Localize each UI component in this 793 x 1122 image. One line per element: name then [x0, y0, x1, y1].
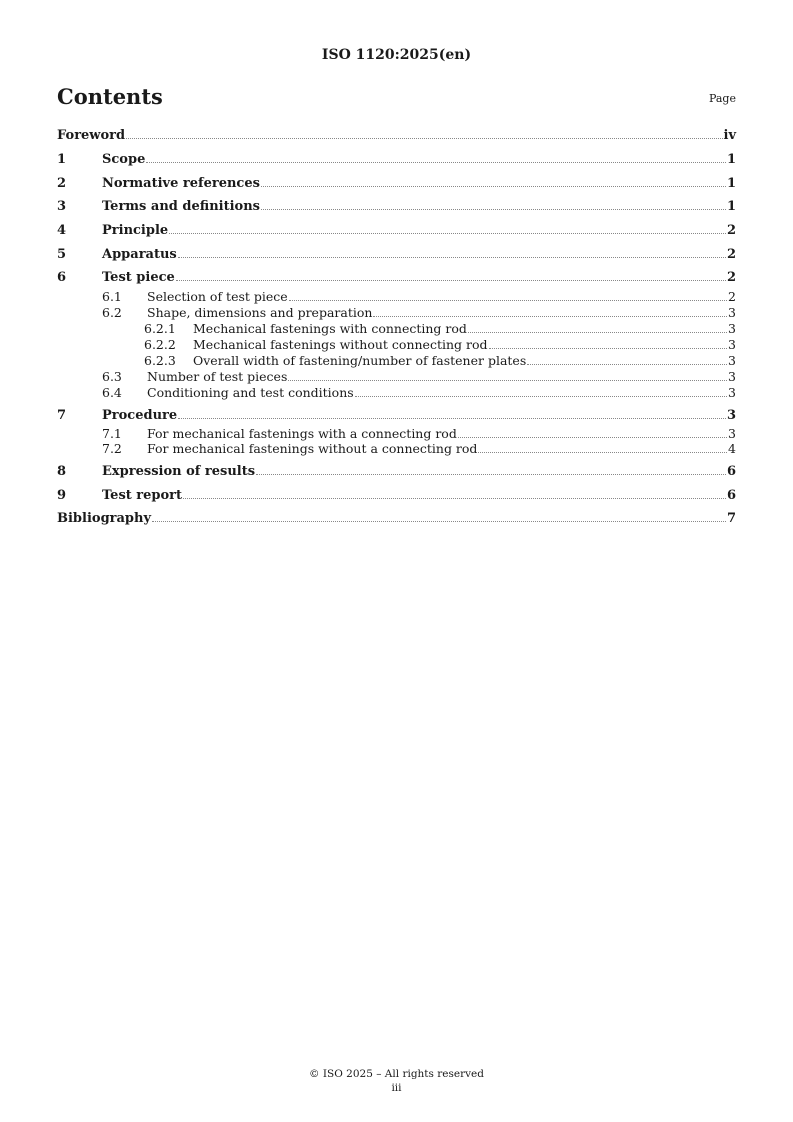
toc-entry-title: Principle [102, 223, 169, 238]
toc-entry-title: Mechanical fastenings with connecting rod [193, 321, 467, 336]
toc-entry-page: 3 [728, 321, 736, 336]
dot-leader [373, 316, 727, 317]
toc-entry-number: 6.3 [102, 369, 122, 384]
toc-entry-principle[interactable] [57, 223, 736, 238]
toc-entry-title: Procedure [102, 408, 178, 423]
toc-entry-number: 6.2.1 [144, 321, 176, 336]
toc-entry-7-1[interactable] [57, 426, 736, 441]
toc-entry-6-2-1[interactable] [57, 321, 736, 336]
document-header: ISO 1120:2025(en) [321, 47, 472, 63]
toc-entry-page: 6 [726, 488, 736, 503]
dot-leader [288, 380, 727, 381]
toc-entry-test-report[interactable] [57, 488, 736, 503]
toc-entry-number: 9 [57, 488, 67, 503]
toc-entry-title: For mechanical fastenings without a connecting rod [147, 441, 478, 456]
dot-leader [176, 280, 726, 281]
toc-entry-number: 8 [57, 464, 67, 479]
dot-leader [152, 521, 726, 522]
toc-entry-page: 4 [728, 441, 736, 456]
dot-leader [261, 209, 726, 210]
toc-entry-page: 7 [726, 511, 736, 526]
toc-entry-7-2[interactable] [57, 441, 736, 456]
toc-entry-test-piece[interactable] [57, 270, 736, 285]
toc-entry-title: Test report [102, 488, 183, 503]
toc-entry-title: Normative references [102, 176, 260, 191]
dot-leader [355, 396, 727, 397]
dot-leader [178, 418, 726, 419]
toc-entry-number: 5 [57, 247, 67, 262]
toc-entry-page: 1 [726, 176, 736, 191]
toc-entry-page: 6 [726, 464, 736, 479]
toc-entry-number: 7 [57, 408, 67, 423]
dot-leader [527, 364, 727, 365]
toc-entry-title: Number of test pieces [147, 369, 288, 384]
contents-title: Contents [57, 84, 163, 109]
dot-leader [183, 498, 726, 499]
toc-entry-number: 6.2.2 [144, 337, 176, 352]
page-number: iii [391, 1082, 402, 1094]
toc-entry-title: Shape, dimensions and preparation [147, 305, 373, 320]
toc-entry-number: 6.1 [102, 289, 122, 304]
toc-entry-title: Selection of test piece [147, 289, 288, 304]
toc-entry-apparatus[interactable] [57, 247, 736, 262]
toc-entry-page: 2 [726, 270, 736, 285]
toc-entry-title: Bibliography [57, 511, 152, 526]
toc-entry-number: 6 [57, 270, 67, 285]
toc-entry-title: Expression of results [102, 464, 256, 479]
page-footer [0, 1067, 793, 1095]
toc-entry-number: 7.1 [102, 426, 122, 441]
toc-entry-6-2[interactable] [57, 305, 736, 320]
toc-entry-number: 6.4 [102, 385, 122, 400]
toc-entry-number: 1 [57, 152, 67, 167]
dot-leader [169, 233, 726, 234]
toc-entry-page: 2 [726, 223, 736, 238]
toc-entry-number: 7.2 [102, 441, 122, 456]
toc-entry-bibliography[interactable] [57, 511, 736, 526]
toc-entry-6-1[interactable] [57, 289, 736, 304]
toc-entry-6-2-2[interactable] [57, 337, 736, 352]
toc-entry-page: 3 [726, 408, 736, 423]
toc-entry-page: iv [723, 128, 736, 143]
toc-entry-page: 2 [726, 247, 736, 262]
dot-leader [489, 348, 728, 349]
toc-entry-title: Conditioning and test conditions [147, 385, 354, 400]
toc-entry-title: Apparatus [102, 247, 177, 262]
toc-entry-terms-and-definitions[interactable] [57, 199, 736, 214]
dot-leader [126, 138, 722, 139]
toc-entry-6-3[interactable] [57, 369, 736, 384]
dot-leader [256, 474, 726, 475]
toc-entry-title: Overall width of fastening/number of fastener plates [193, 353, 527, 368]
toc-entry-page: 3 [728, 337, 736, 352]
toc-entry-number: 4 [57, 223, 67, 238]
toc-entry-procedure[interactable] [57, 408, 736, 423]
toc-entry-page: 3 [728, 385, 736, 400]
toc-entry-page: 3 [728, 353, 736, 368]
toc-entry-number: 2 [57, 176, 67, 191]
dot-leader [146, 162, 726, 163]
toc-entry-expression-of-results[interactable] [57, 464, 736, 479]
dot-leader [178, 257, 726, 258]
toc-entry-page: 1 [726, 152, 736, 167]
toc-entry-number: 3 [57, 199, 67, 214]
toc-entry-page: 3 [728, 369, 736, 384]
toc-entry-title: Terms and definitions [102, 199, 260, 214]
dot-leader [478, 452, 727, 453]
toc-entry-foreword[interactable] [57, 128, 736, 143]
toc-entry-normative-references[interactable] [57, 176, 736, 191]
toc-entry-page: 3 [728, 426, 736, 441]
dot-leader [261, 186, 726, 187]
toc-entry-scope[interactable] [57, 152, 736, 167]
toc-entry-title: Mechanical fastenings without connecting rod [193, 337, 488, 352]
page-column-label: Page [708, 92, 736, 105]
copyright-notice: © ISO 2025 – All rights reserved [309, 1068, 484, 1080]
toc-entry-title: Scope [102, 152, 146, 167]
toc-entry-page: 2 [728, 289, 736, 304]
toc-entry-page: 3 [728, 305, 736, 320]
contents-title-row [57, 84, 736, 112]
toc-entry-title: Test piece [102, 270, 175, 285]
toc-entry-title: Foreword [57, 128, 126, 143]
dot-leader [458, 437, 727, 438]
toc-entry-6-2-3[interactable] [57, 353, 736, 368]
dot-leader [289, 300, 727, 301]
dot-leader [468, 332, 727, 333]
toc-entry-title: For mechanical fastenings with a connecting rod [147, 426, 457, 441]
toc-entry-number: 6.2 [102, 305, 122, 320]
toc-entry-page: 1 [726, 199, 736, 214]
toc-entry-number: 6.2.3 [144, 353, 176, 368]
toc-entry-6-4[interactable] [57, 385, 736, 400]
